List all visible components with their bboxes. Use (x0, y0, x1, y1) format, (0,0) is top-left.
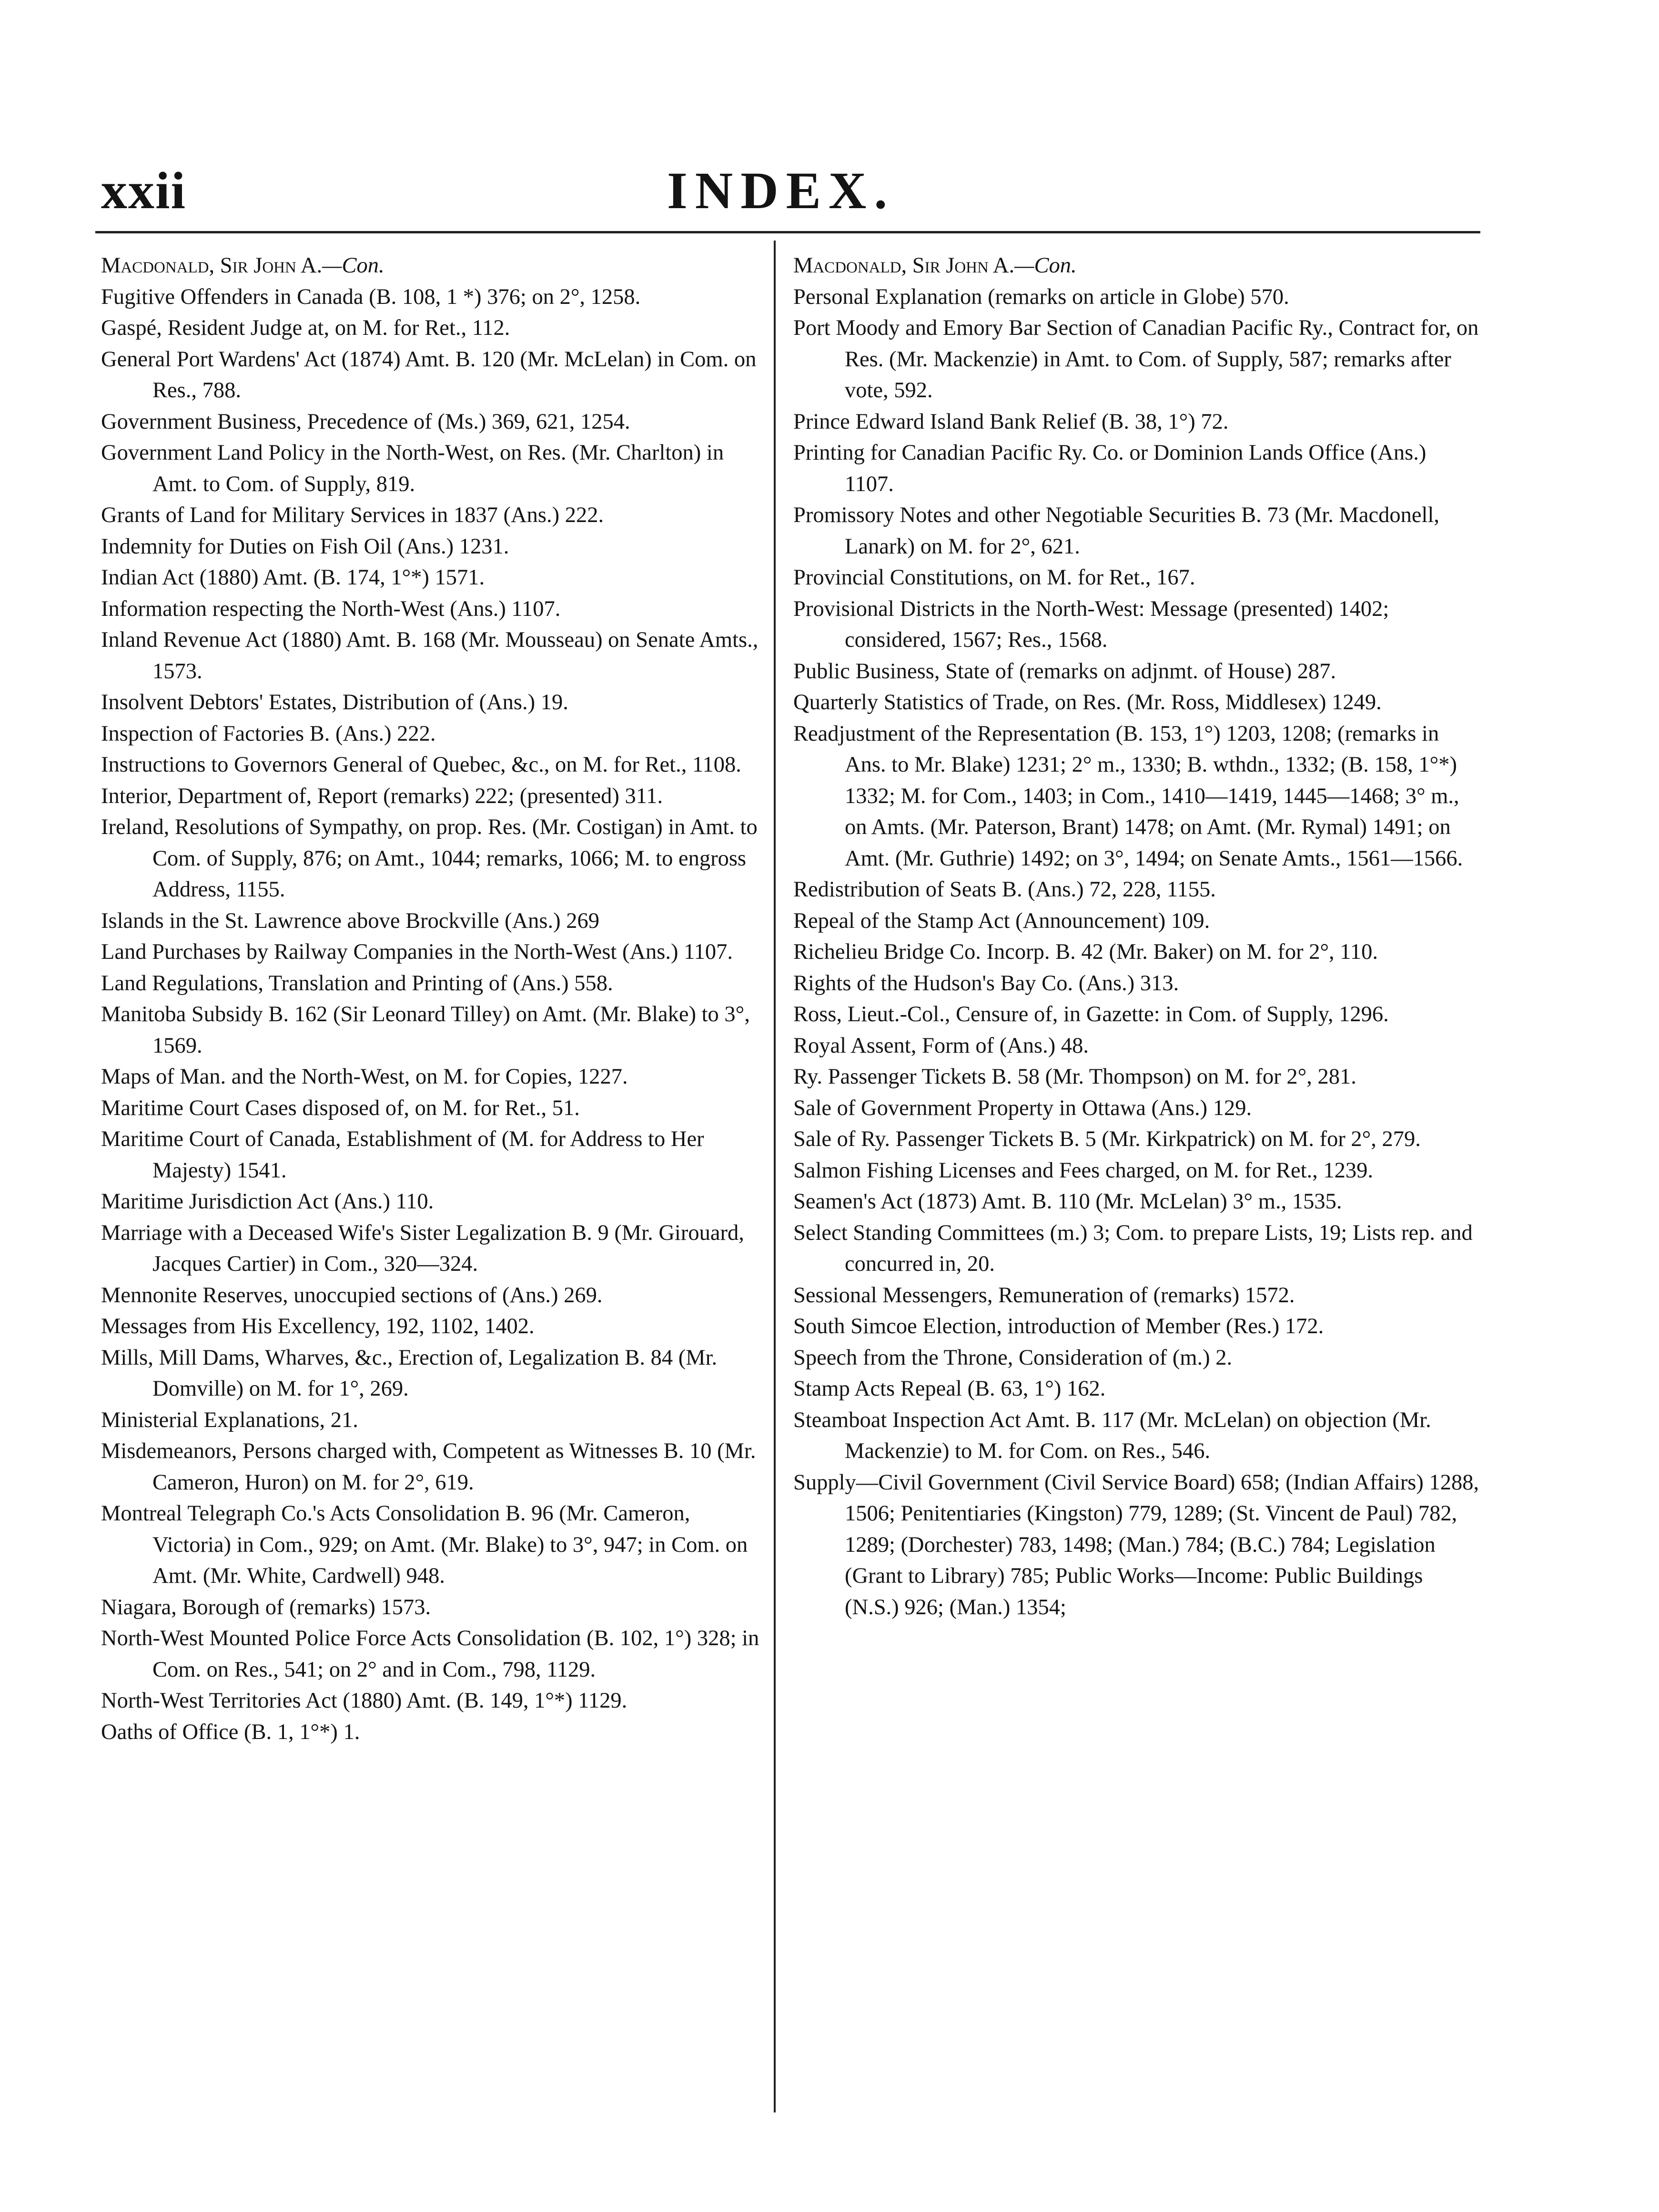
index-entry: Sale of Ry. Passenger Tickets B. 5 (Mr. Kirkpatrick) on M. for 2°, 279. (793, 1127, 1421, 1151)
index-entry: Public Business, State of (remarks on adjnmt. of House) 287. (793, 659, 1336, 684)
index-entry: Inspection of Factories B. (Ans.) 222. (101, 721, 436, 746)
left-column (101, 250, 769, 1748)
header-rule (95, 231, 1480, 233)
column-divider (774, 241, 776, 2112)
index-entry: Montreal Telegraph Co.'s Acts Consolidation B. 96 (Mr. Cameron, Victoria) in Com., 929; on Amt. (Mr. Blake) to 3°, 947; in Com. on Amt. (Mr. White, Cardwell) 948. (101, 1501, 748, 1588)
index-entry: Printing for Canadian Pacific Ry. Co. or Dominion Lands Office (Ans.) 1107. (793, 441, 1426, 496)
index-entry: Grants of Land for Military Services in 1837 (Ans.) 222. (101, 503, 604, 527)
index-entry: Promissory Notes and other Negotiable Securities B. 73 (Mr. Macdonell, Lanark) on M. for 2°, 621. (793, 503, 1440, 559)
index-entry: North-West Territories Act (1880) Amt. (B. 149, 1°*) 1129. (101, 1689, 627, 1713)
entry-list (793, 282, 1479, 1623)
index-entry: Personal Explanation (remarks on article in Globe) 570. (793, 284, 1289, 309)
index-heading (793, 250, 1479, 282)
index-entry: Insolvent Debtors' Estates, Distribution of (Ans.) 19. (101, 690, 568, 714)
index-entry: Readjustment of the Representation (B. 153, 1°) 1203, 1208; (remarks in Ans. to Mr. Blake) 1231; 2° m., 1330; B. wthdn., 1332; (B. 158, 1°*) 1332; M. for Com., 1403; in Com., 1410—1419, 1445—1468; 3° m., on Amts. (Mr. Paterson, Brant) 1478; on Amt. (Mr. Rymal) 1491; on Amt. (Mr. Guthrie) 1492; on 3°, 1494; on Senate Amts., 1561—1566. (793, 721, 1463, 871)
index-entry: Messages from His Excellency, 192, 1102, 1402. (101, 1314, 535, 1338)
index-entry: Manitoba Subsidy B. 162 (Sir Leonard Tilley) on Amt. (Mr. Blake) to 3°, 1569. (101, 1002, 750, 1058)
index-entry: Seamen's Act (1873) Amt. B. 110 (Mr. McLelan) 3° m., 1535. (793, 1189, 1342, 1214)
index-entry: Land Purchases by Railway Companies in the North-West (Ans.) 1107. (101, 940, 733, 964)
index-entry: Ministerial Explanations, 21. (101, 1408, 358, 1432)
index-entry: Select Standing Committees (m.) 3; Com. to prepare Lists, 19; Lists rep. and concurred in, 20. (793, 1220, 1473, 1276)
index-entry: Maritime Court of Canada, Establishment of (M. for Address to Her Majesty) 1541. (101, 1127, 704, 1183)
index-entry: Gaspé, Resident Judge at, on M. for Ret., 112. (101, 316, 510, 340)
index-entry: Indemnity for Duties on Fish Oil (Ans.) 1231. (101, 534, 509, 559)
index-entry: Supply—Civil Government (Civil Service Board) 658; (Indian Affairs) 1288, 1506; Penitentiaries (Kingston) 779, 1289; (St. Vincent de Paul) 782, 1289; (Dorchester) 783, 1498; (Man.) 784; (B.C.) 784; Legislation (Grant to Library) 785; Public Works—Income: Public Buildings (N.S.) 926; (Man.) 1354; (793, 1470, 1479, 1619)
index-entry: Government Land Policy in the North-West, on Res. (Mr. Charlton) in Amt. to Com. of Supply, 819. (101, 441, 724, 496)
index-entry: Indian Act (1880) Amt. (B. 174, 1°*) 1571. (101, 565, 485, 590)
page-number: xxii (101, 161, 187, 220)
page-title: INDEX. (667, 161, 895, 220)
index-entry: Stamp Acts Repeal (B. 63, 1°) 162. (793, 1377, 1106, 1401)
index-entry: Maritime Court Cases disposed of, on M. for Ret., 51. (101, 1096, 580, 1120)
index-entry: Quarterly Statistics of Trade, on Res. (Mr. Ross, Middlesex) 1249. (793, 690, 1382, 714)
index-entry: General Port Wardens' Act (1874) Amt. B. 120 (Mr. McLelan) in Com. on Res., 788. (101, 347, 757, 402)
index-entry: Sessional Messengers, Remuneration of (remarks) 1572. (793, 1283, 1295, 1307)
index-entry: Government Business, Precedence of (Ms.) 369, 621, 1254. (101, 409, 630, 434)
right-column (793, 250, 1479, 1623)
index-entry: Islands in the St. Lawrence above Brockville (Ans.) 269 (101, 908, 599, 933)
entry-list (101, 282, 769, 1748)
index-entry: Redistribution of Seats B. (Ans.) 72, 228, 1155. (793, 877, 1216, 902)
index-entry: Mennonite Reserves, unoccupied sections of (Ans.) 269. (101, 1283, 603, 1307)
index-entry: Ry. Passenger Tickets B. 58 (Mr. Thompson) on M. for 2°, 281. (793, 1065, 1356, 1089)
index-entry: Marriage with a Deceased Wife's Sister Legalization B. 9 (Mr. Girouard, Jacques Cartier) in Com., 320—324. (101, 1220, 744, 1276)
index-entry: North-West Mounted Police Force Acts Consolidation (B. 102, 1°) 328; in Com. on Res., 541; on 2° and in Com., 798, 1129. (101, 1626, 759, 1682)
index-entry: Maritime Jurisdiction Act (Ans.) 110. (101, 1189, 434, 1214)
index-entry: Steamboat Inspection Act Amt. B. 117 (Mr. McLelan) on objection (Mr. Mackenzie) to M. for Com. on Res., 546. (793, 1408, 1431, 1463)
heading-name: Macdonald, Sir John A. (793, 253, 1015, 278)
index-entry: Sale of Government Property in Ottawa (Ans.) 129. (793, 1096, 1252, 1120)
heading-name: Macdonald, Sir John A. (101, 253, 323, 278)
index-entry: South Simcoe Election, introduction of Member (Res.) 172. (793, 1314, 1324, 1338)
index-entry: Interior, Department of, Report (remarks) 222; (presented) 311. (101, 784, 663, 808)
index-entry: Port Moody and Emory Bar Section of Canadian Pacific Ry., Contract for, on Res. (Mr. Mackenzie) in Amt. to Com. of Supply, 587; remarks after vote, 592. (793, 316, 1479, 402)
index-entry: Repeal of the Stamp Act (Announcement) 109. (793, 908, 1210, 933)
index-entry: Richelieu Bridge Co. Incorp. B. 42 (Mr. Baker) on M. for 2°, 110. (793, 940, 1378, 964)
index-entry: Mills, Mill Dams, Wharves, &c., Erection of, Legalization B. 84 (Mr. Domville) on M. for 1°, 269. (101, 1345, 718, 1401)
heading-continued: —Con. (1014, 253, 1077, 278)
index-entry: Oaths of Office (B. 1, 1°*) 1. (101, 1719, 360, 1744)
index-entry: Speech from the Throne, Consideration of (m.) 2. (793, 1345, 1233, 1370)
index-entry: Inland Revenue Act (1880) Amt. B. 168 (Mr. Mousseau) on Senate Amts., 1573. (101, 628, 759, 684)
index-heading (101, 250, 769, 282)
index-entry: Rights of the Hudson's Bay Co. (Ans.) 313. (793, 971, 1179, 995)
index-entry: Fugitive Offenders in Canada (B. 108, 1 *) 376; on 2°, 1258. (101, 284, 641, 309)
index-entry: Maps of Man. and the North-West, on M. for Copies, 1227. (101, 1065, 628, 1089)
index-entry: Instructions to Governors General of Quebec, &c., on M. for Ret., 1108. (101, 753, 741, 777)
index-entry: Misdemeanors, Persons charged with, Competent as Witnesses B. 10 (Mr. Cameron, Huron) on M. for 2°, 619. (101, 1439, 756, 1495)
index-entry: Prince Edward Island Bank Relief (B. 38, 1°) 72. (793, 409, 1229, 434)
index-entry: Land Regulations, Translation and Printing of (Ans.) 558. (101, 971, 613, 995)
index-entry: Ross, Lieut.-Col., Censure of, in Gazette: in Com. of Supply, 1296. (793, 1002, 1389, 1026)
index-entry: Royal Assent, Form of (Ans.) 48. (793, 1033, 1089, 1058)
index-entry: Information respecting the North-West (Ans.) 1107. (101, 596, 561, 621)
index-entry: Provisional Districts in the North-West: Message (presented) 1402; considered, 1567; Res., 1568. (793, 596, 1389, 652)
heading-continued: —Con. (322, 253, 384, 278)
index-entry: Niagara, Borough of (remarks) 1573. (101, 1595, 431, 1619)
index-entry: Ireland, Resolutions of Sympathy, on prop. Res. (Mr. Costigan) in Amt. to Com. of Supply, 876; on Amt., 1044; remarks, 1066; M. to engross Address, 1155. (101, 815, 758, 902)
index-entry: Salmon Fishing Licenses and Fees charged, on M. for Ret., 1239. (793, 1158, 1374, 1183)
index-entry: Provincial Constitutions, on M. for Ret., 167. (793, 565, 1195, 590)
